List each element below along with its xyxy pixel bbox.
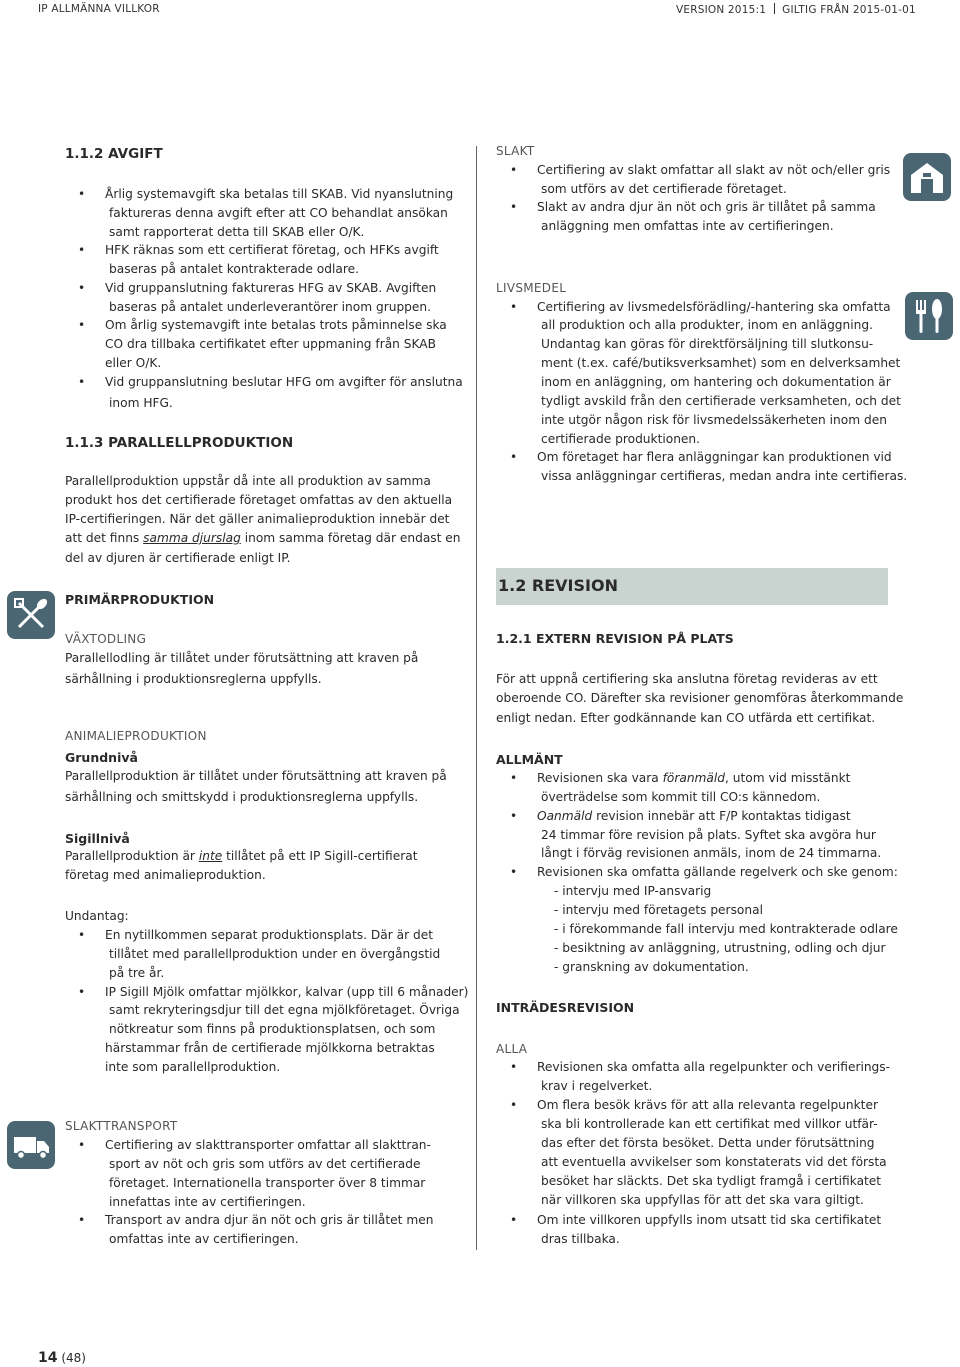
revision-heading: 1.2 REVISION bbox=[498, 576, 618, 595]
extern-heading: 1.2.1 EXTERN REVISION PÅ PLATS bbox=[496, 631, 734, 646]
allmant-line: 24 timmar före revision på plats. Syftet ska avgöra hur bbox=[541, 828, 876, 842]
parallell-heading: 1.1.3 PARALLELLPRODUKTION bbox=[65, 435, 294, 451]
truck-icon bbox=[7, 1121, 55, 1169]
animal-caption: ANIMALIEPRODUKTION bbox=[65, 729, 207, 743]
grund-line: särhållning och smittskydd i produktionsreglerna uppfylls. bbox=[65, 790, 419, 804]
slakttransport-line: sport av nöt och gris som utförs av det certifierade bbox=[109, 1157, 421, 1171]
allmant-line bbox=[537, 771, 850, 785]
alla-line: • Om flera besök krävs för att alla relevanta regelpunkter bbox=[537, 1098, 878, 1112]
undantag-line: nötkreatur som finns på produktionsplatsen, och som bbox=[109, 1022, 436, 1036]
parallell-line bbox=[65, 531, 461, 545]
allmant-line: - i förekommande fall intervju med kontrakterade odlare bbox=[554, 922, 898, 936]
alla-line: • Revisionen ska omfatta alla regelpunkter och verifierings- bbox=[537, 1060, 890, 1074]
undantag-line: inte som parallellproduktion. bbox=[105, 1060, 281, 1074]
alla-line: • Om inte villkoren uppfylls inom utsatt tid ska certifikatet bbox=[537, 1213, 881, 1227]
allmant-text: Revisionen ska vara bbox=[537, 771, 659, 785]
avgift-line: • HFK räknas som ett certifierat företag, och HFKs avgift bbox=[105, 243, 439, 257]
undantag-line: på tre år. bbox=[109, 966, 165, 980]
header-divider bbox=[774, 3, 775, 14]
parallell-line: del av djuren är certifierade enligt IP. bbox=[65, 551, 291, 565]
shovel-fork-icon bbox=[7, 591, 55, 639]
page-total: (48) bbox=[61, 1351, 86, 1365]
alla-line: när villkoren ska uppfyllas för att det ska vara giltigt. bbox=[541, 1193, 864, 1207]
slakt-line: som utförs av det certifierade företaget. bbox=[541, 182, 787, 196]
allmant-line: överträdelse som kommit till CO:s kännedom. bbox=[541, 790, 821, 804]
allmant-line: - intervju med företagets personal bbox=[554, 903, 763, 917]
allmant-emphasis: Oanmäld bbox=[537, 809, 593, 823]
vaxt-line: Parallellodling är tillåtet under förutsättning att kraven på bbox=[65, 651, 419, 665]
avgift-line: eller O/K. bbox=[105, 356, 162, 370]
slakt-line: • Slakt av andra djur än nöt och gris är tillåtet på samma bbox=[537, 200, 876, 214]
extern-line: För att uppnå certifiering ska anslutna företag revideras av ett bbox=[496, 672, 878, 686]
slakttransport-line: omfattas inte av certifieringen. bbox=[109, 1232, 299, 1246]
slakt-line: anläggning men omfattas inte av certifieringen. bbox=[541, 219, 834, 233]
sigill-text: tillåtet på ett IP Sigill-certifierat bbox=[226, 849, 418, 863]
alla-line: ska bli kontrollerade kan ett certifikat med villkor utfär- bbox=[541, 1117, 878, 1131]
livsmedel-line: inom en anläggning, om hantering och dokumentation är bbox=[541, 375, 891, 389]
undantag-line: samt rekryteringsdjur till det egna mjölkföretaget. Övriga bbox=[109, 1003, 460, 1017]
grund-heading: Grundnivå bbox=[65, 750, 138, 765]
revision-bar bbox=[496, 568, 888, 605]
livsmedel-caption: LIVSMEDEL bbox=[496, 281, 567, 295]
alla-line: das efter det första besöket. Detta under förutsättning bbox=[541, 1136, 875, 1150]
header-title: IP ALLMÄNNA VILLKOR bbox=[38, 3, 160, 15]
slakttransport-line: företaget. Internationella transporter över 8 timmar bbox=[109, 1176, 426, 1190]
livsmedel-line: all produktion och alla produkter, inom en anläggning. bbox=[541, 318, 873, 332]
allmant-text: revision innebär att F/P kontaktas tidigast bbox=[592, 809, 851, 823]
undantag-line: • En nytillkommen separat produktionsplats. Där är det bbox=[105, 928, 433, 942]
sigill-heading: Sigillnivå bbox=[65, 831, 130, 846]
undantag-label: Undantag: bbox=[65, 909, 129, 923]
avgift-line: • Årlig systemavgift ska betalas till SKAB. Vid nyanslutning bbox=[105, 187, 453, 201]
allmant-line bbox=[537, 809, 851, 823]
header-version bbox=[676, 3, 916, 16]
undantag-line: • IP Sigill Mjölk omfattar mjölkkor, kalvar (upp till 6 månader) bbox=[105, 985, 468, 999]
extern-line: enligt nedan. Efter godkännande kan CO utfärda ett certifikat. bbox=[496, 711, 876, 725]
livsmedel-line: • Certifiering av livsmedelsförädling/-hantering ska omfatta bbox=[537, 300, 891, 314]
primar-heading: PRIMÄRPRODUKTION bbox=[65, 592, 215, 607]
livsmedel-line: vissa anläggningar certifieras, medan andra inte certifieras. bbox=[541, 469, 908, 483]
parallell-emphasis: samma djurslag bbox=[143, 531, 241, 545]
version-label: VERSION 2015:1 bbox=[676, 4, 767, 16]
avgift-line: baseras på antalet underleverantörer inom gruppen. bbox=[109, 300, 432, 314]
alla-caption: ALLA bbox=[496, 1042, 528, 1056]
page-current: 14 bbox=[38, 1350, 58, 1366]
extern-line: oberoende CO. Därefter ska revisioner genomföras återkommande bbox=[496, 691, 904, 705]
allmant-line: - intervju med IP-ansvarig bbox=[554, 884, 712, 898]
barn-icon bbox=[903, 153, 951, 201]
livsmedel-line: tydligt avskild från den certifierade verksamheten, och det bbox=[541, 394, 901, 408]
avgift-line: • Vid gruppanslutning faktureras HFG av SKAB. Avgiften bbox=[105, 281, 436, 295]
sigill-text: Parallellproduktion är bbox=[65, 849, 195, 863]
undantag-line: härstammar från de certifierade mjölkkorna betraktas bbox=[105, 1041, 435, 1055]
slakttransport-caption: SLAKTTRANSPORT bbox=[65, 1119, 178, 1133]
grund-line: Parallellproduktion är tillåtet under förutsättning att kraven på bbox=[65, 769, 447, 783]
cutlery-icon bbox=[905, 292, 953, 340]
vaxt-caption: VÄXTODLING bbox=[65, 632, 147, 646]
sigill-line: företag med animalieproduktion. bbox=[65, 868, 266, 882]
allmant-line: långt i förväg revisionen anmäls, inom de 24 timmarna. bbox=[541, 846, 882, 860]
sigill-emphasis: inte bbox=[198, 849, 223, 863]
livsmedel-line: certifierade produktionen. bbox=[541, 432, 701, 446]
avgift-line: samt rapporterat detta till SKAB eller O/K. bbox=[109, 225, 365, 239]
alla-line: dras tillbaka. bbox=[541, 1232, 620, 1246]
livsmedel-line: • Om företaget har flera anläggningar kan produktionen vid bbox=[537, 450, 892, 464]
parallell-text: inom samma företag där endast en bbox=[244, 531, 461, 545]
allmant-text: , utom vid misstänkt bbox=[725, 771, 851, 785]
sigill-line bbox=[65, 849, 417, 863]
avgift-line: faktureras denna avgift efter att CO behandlat ansökan bbox=[109, 206, 448, 220]
slakttransport-line: • Transport av andra djur än nöt och gris är tillåtet men bbox=[105, 1213, 433, 1227]
undantag-line: tillåtet med parallellproduktion under en övergångstid bbox=[109, 947, 441, 961]
allmant-line: • Revisionen ska omfatta gällande regelverk och ske genom: bbox=[537, 865, 898, 879]
allmant-heading: ALLMÄNT bbox=[496, 752, 563, 767]
alla-line: besöket har släckts. Det ska tydligt framgå i certifikatet bbox=[541, 1174, 882, 1188]
parallell-line: Parallellproduktion uppstår då inte all produktion av samma bbox=[65, 474, 431, 488]
parallell-line: IP-certifieringen. När det gäller animalieproduktion innebär det bbox=[65, 512, 450, 526]
parallell-line: produkt hos det certifierade företaget omfattas av den aktuella bbox=[65, 493, 453, 507]
livsmedel-line: Undantag kan göras för direktförsäljning till slutkonsu- bbox=[541, 337, 874, 351]
slakt-line: • Certifiering av slakt omfattar all slakt av nöt och/eller gris bbox=[537, 163, 890, 177]
vaxt-line: särhållning i produktionsreglerna uppfylls. bbox=[65, 672, 322, 686]
page-number bbox=[38, 1350, 86, 1366]
livsmedel-line: inte utgör någon risk för livsmedelssäkerheten inom den bbox=[541, 413, 887, 427]
alla-line: att eventuella avvikelser som konstaterats vid det första bbox=[541, 1155, 887, 1169]
avgift-line: CO dra tillbaka certifikatet efter uppmaning från SKAB bbox=[105, 337, 436, 351]
livsmedel-line: ment (t.ex. café/butiksverksamhet) som en delverksamhet bbox=[541, 356, 901, 370]
alla-line: krav i regelverket. bbox=[541, 1079, 653, 1093]
avgift-line: inom HFG. bbox=[109, 396, 173, 410]
allmant-line: - granskning av dokumentation. bbox=[554, 960, 749, 974]
avgift-heading: 1.1.2 AVGIFT bbox=[65, 146, 163, 162]
avgift-line: • Vid gruppanslutning beslutar HFG om avgifter för anslutna bbox=[105, 375, 463, 389]
avgift-line: • Om årlig systemavgift inte betalas trots påminnelse ska bbox=[105, 318, 447, 332]
allmant-line: - besiktning av anläggning, utrustning, odling och djur bbox=[554, 941, 886, 955]
avgift-line: baseras på antalet kontrakterade odlare. bbox=[109, 262, 359, 276]
slakttransport-line: innefattas inte av certifieringen. bbox=[109, 1195, 306, 1209]
intrades-heading: INTRÄDESREVISION bbox=[496, 1000, 635, 1015]
allmant-emphasis: föranmäld bbox=[662, 771, 726, 785]
column-divider bbox=[476, 146, 477, 1250]
slakttransport-line: • Certifiering av slakttransporter omfattar all slakttran- bbox=[105, 1138, 431, 1152]
parallell-text: att det finns bbox=[65, 531, 140, 545]
valid-from-label: GILTIG FRÅN 2015-01-01 bbox=[782, 4, 916, 16]
slakt-caption: SLAKT bbox=[496, 144, 535, 158]
